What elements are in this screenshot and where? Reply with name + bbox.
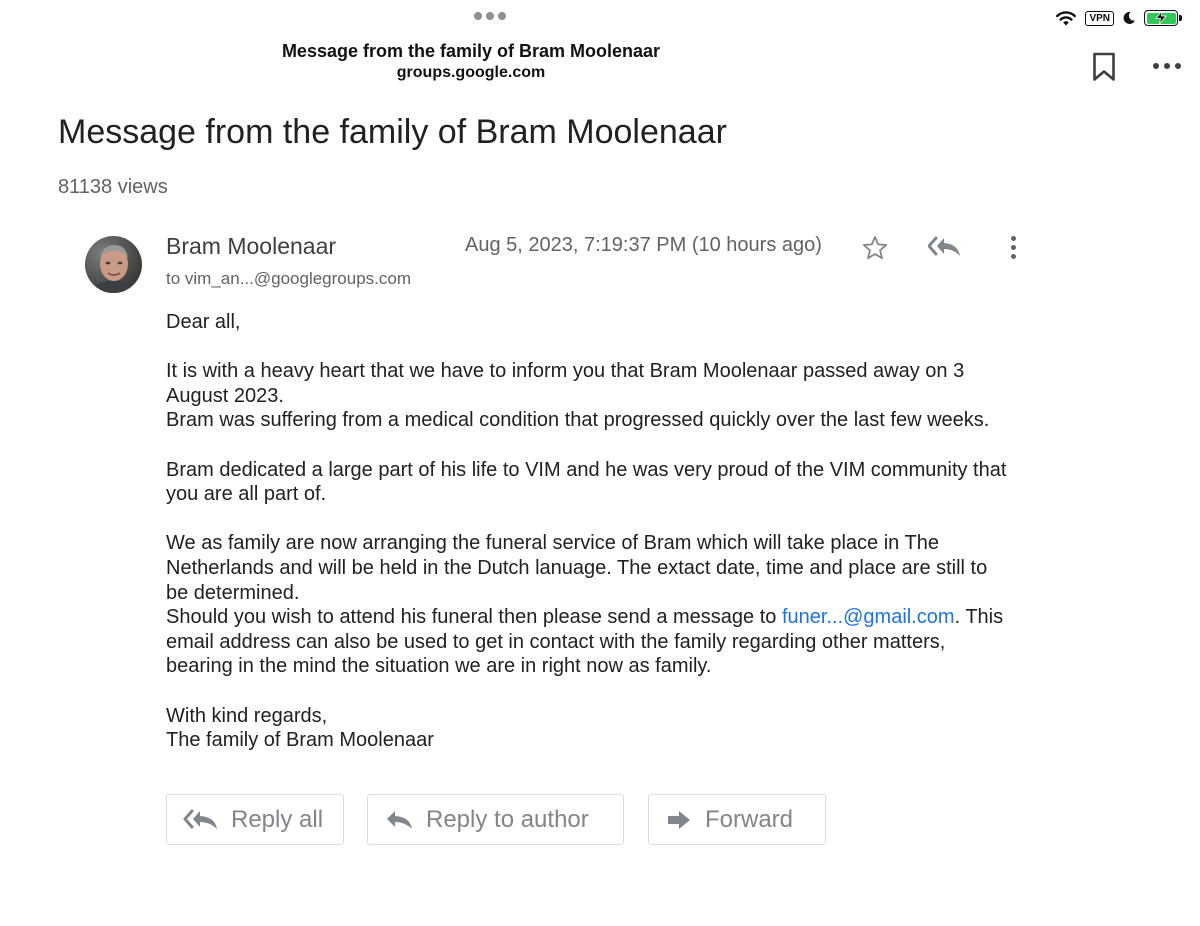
reply-all-icon[interactable] — [928, 236, 962, 258]
view-count: 81138 views — [58, 176, 168, 198]
reply-all-button[interactable] — [166, 794, 344, 845]
more-options-icon[interactable] — [1153, 63, 1181, 69]
body-paragraph: Bram dedicated a large part of his life to VIM and he was very proud of the VIM community that you are all part of. — [166, 458, 1007, 506]
status-bar — [1055, 8, 1178, 28]
browser-domain[interactable]: groups.google.com — [396, 64, 546, 81]
forward-label: Forward — [705, 805, 794, 833]
recipient-line: to vim_an...@googlegroups.com — [166, 269, 411, 288]
message-body — [166, 310, 1036, 777]
reply-all-icon — [183, 808, 219, 832]
body-text: We as family are now arranging the funeral service of Bram which will take place in The Netherlands and will be held in the Dutch lanuage. The extact date, time and place are still to be determined. — [166, 532, 988, 604]
tab-overview-dots-icon[interactable] — [474, 12, 506, 20]
avatar[interactable] — [85, 236, 142, 293]
body-text: Should you wish to attend his funeral then please send a message to — [166, 606, 782, 629]
sender-name[interactable]: Bram Moolenaar — [166, 233, 337, 259]
greeting: Dear all, — [166, 311, 241, 333]
body-text: . This email address can also be used to get in contact with the family regarding other matters, bearing in the mind the situation we are in right now as family. — [166, 606, 1004, 678]
reply-to-author-button[interactable] — [367, 794, 624, 845]
closing: With kind regards, The family of Bram Moolenaar — [166, 704, 434, 752]
message-date: Aug 5, 2023, 7:19:37 PM (10 hours ago) — [465, 234, 822, 256]
reply-all-label: Reply all — [231, 805, 324, 833]
browser-page-title: Message from the family of Bram Moolenaar — [281, 41, 661, 61]
body-paragraph — [166, 531, 1036, 679]
moon-icon — [1122, 11, 1136, 25]
bookmark-icon[interactable] — [1092, 52, 1116, 82]
wifi-icon — [1055, 10, 1077, 26]
star-icon[interactable] — [862, 235, 888, 260]
forward-icon — [665, 808, 693, 832]
thread-title: Message from the family of Bram Moolenaar — [58, 113, 727, 151]
body-paragraph: It is with a heavy heart that we have to inform you that Bram Moolenaar passed away on 3 August 2023. Bram was suffering from a medical condition that progressed quickly over the last few weeks. — [166, 360, 990, 432]
message-more-icon[interactable] — [1011, 236, 1016, 259]
forward-button[interactable] — [648, 794, 826, 845]
battery-charging-icon — [1144, 10, 1178, 26]
reply-to-author-label: Reply to author — [426, 805, 589, 833]
email-link[interactable]: funer...@gmail.com — [781, 606, 955, 629]
reply-icon — [384, 808, 414, 832]
vpn-icon: VPN — [1085, 11, 1114, 26]
